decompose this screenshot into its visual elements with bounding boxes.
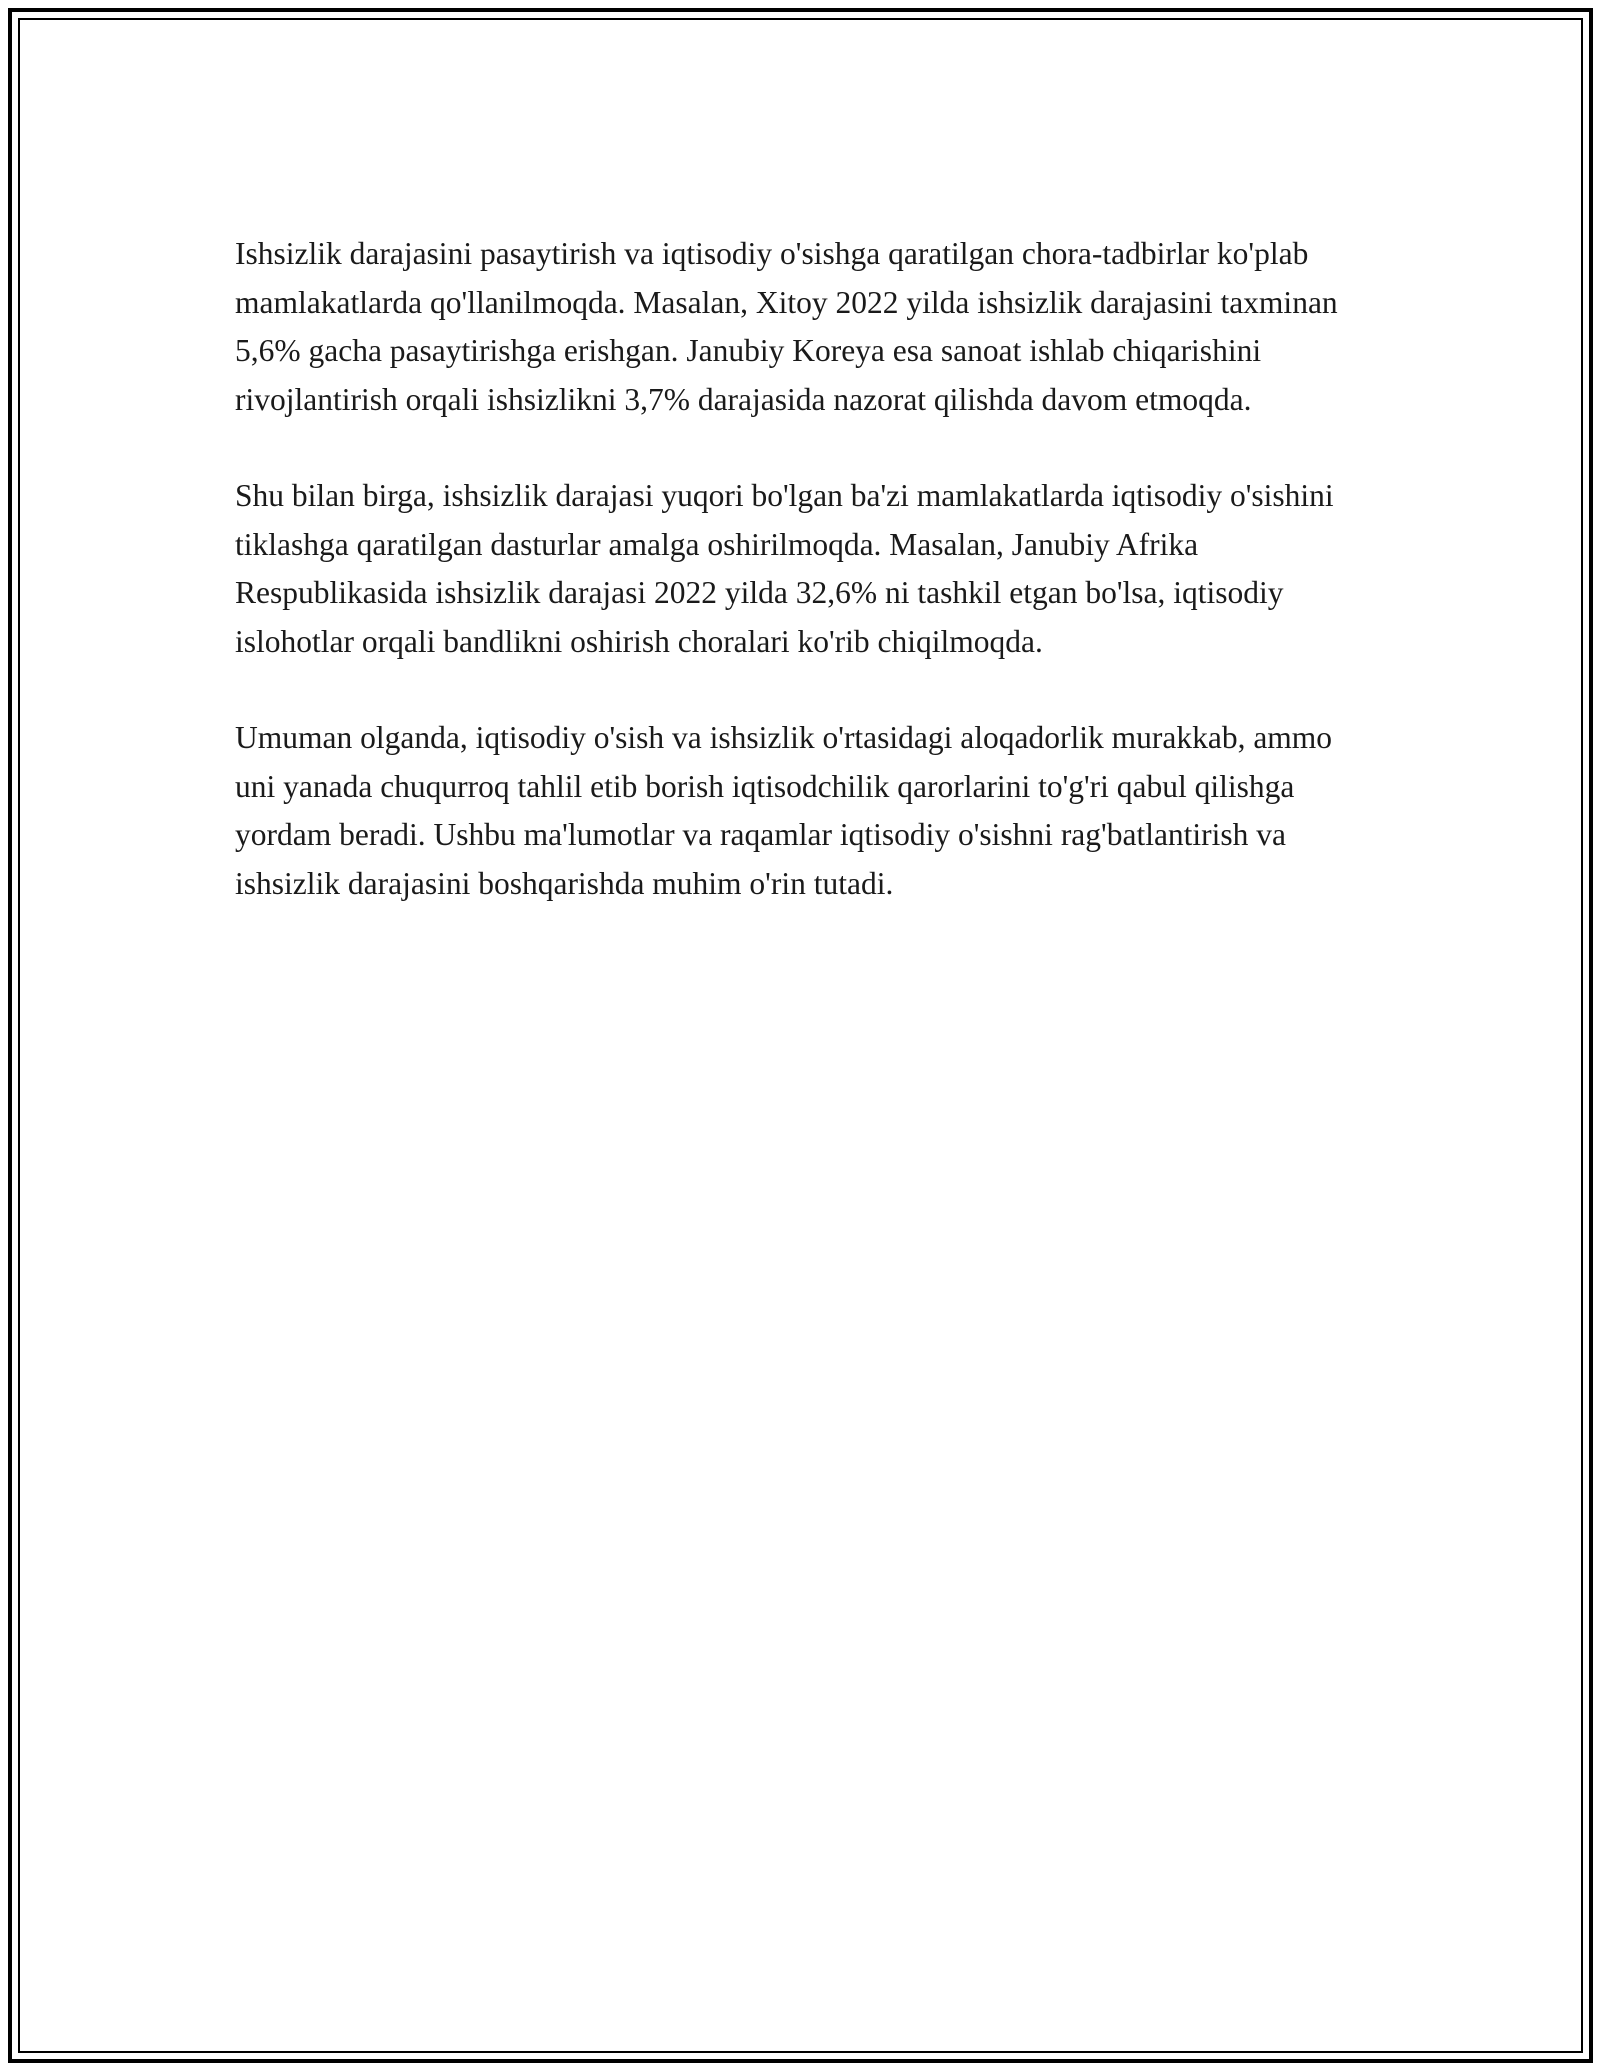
document-body [235, 230, 1375, 956]
paragraph-2: Shu bilan birga, ishsizlik darajasi yuqori bo'lgan ba'zi mamlakatlarda iqtisodiy o'sishini tiklashga qaratilgan dasturlar amalga oshirilmoqda. Masalan, Janubiy Afrika Respublikasida ishsizlik darajasi 2022 yilda 32,6% ni tashkil etgan bo'lsa, iqtisodiy islohotlar orqali bandlikni oshirish choralari ko'rib chiqilmoqda. [235, 478, 1334, 659]
paragraph-1: Ishsizlik darajasini pasaytirish va iqtisodiy o'sishga qaratilgan chora-tadbirlar ko'plab mamlakatlarda qo'llanilmoqda. Masalan, Xitoy 2022 yilda ishsizlik darajasini taxminan 5,6% gacha pasaytirishga erishgan. Janubiy Koreya esa sanoat ishlab chiqarishini rivojlantirish orqali ishsizlikni 3,7% darajasida nazorat qilishda davom etmoqda. [235, 236, 1338, 417]
paragraph-3: Umuman olganda, iqtisodiy o'sish va ishsizlik o'rtasidagi aloqadorlik murakkab, ammo uni yanada chuqurroq tahlil etib borish iqtisodchilik qarorlarini to'g'ri qabul qilishga yordam beradi. Ushbu ma'lumotlar va raqamlar iqtisodiy o'sishni rag'batlantirish va ishsizlik darajasini boshqarishda muhim o'rin tutadi. [235, 720, 1333, 901]
